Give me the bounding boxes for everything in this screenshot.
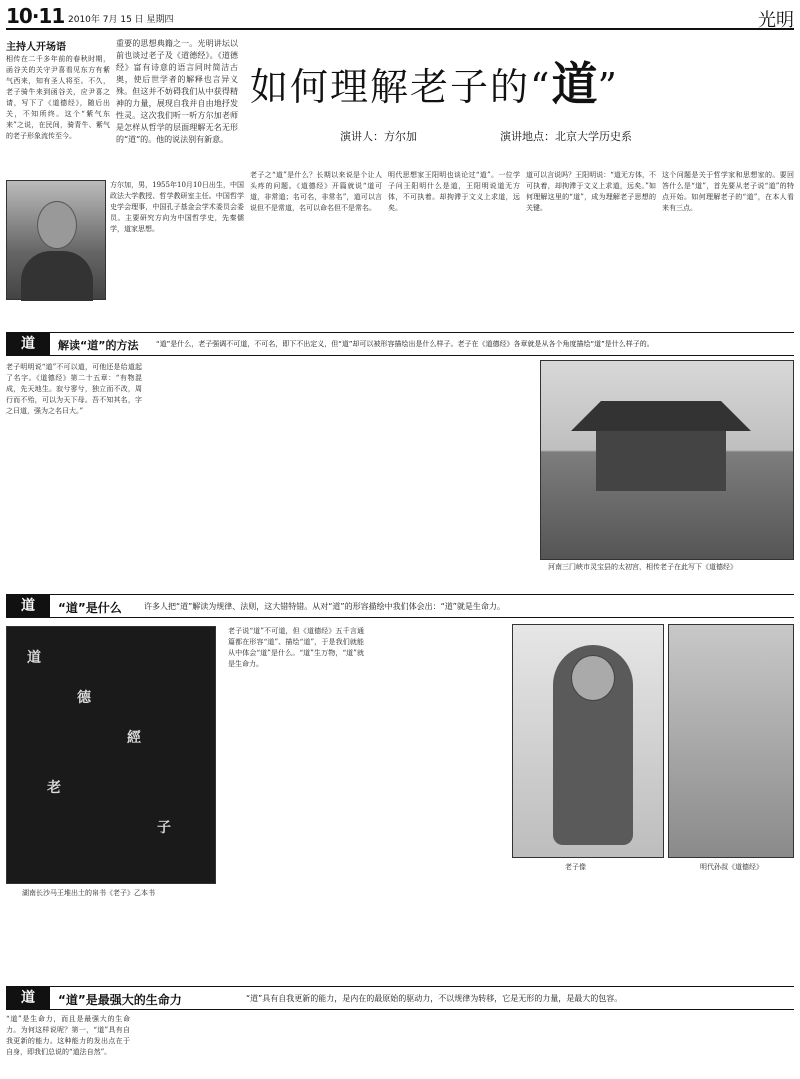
section-bar-what-is-dao (6, 594, 794, 618)
section-bar-method (6, 332, 794, 356)
section2-column-2 (370, 626, 506, 896)
section-title: “道”是什么 (58, 601, 122, 615)
lecturer-byline: 演讲人：方尔加 (340, 130, 417, 143)
section-tag: 道 (6, 595, 50, 617)
top-column-3: 道可以言说吗？王阳明说：“道无方体，不可执着，却拘滞于文义上求道，远矣。”如何理解这里的“道”，成为理解老子思想的关键。 (526, 171, 656, 212)
section2-column-1: 老子说“道”不可道，但《道德经》五千言通篇都在形容“道”、描绘“道”，于是我们就能从中体会“道”是什么。“道”生万物，“道”就是生命力。 (228, 627, 364, 668)
lecturer-bio: 方尔加，男，1955年10月10日出生，中国政法大学教授、哲学教研室主任。中国哲学史学会理事，中国孔子基金会学术委员会委员。主要研究方向为中国哲学史，先秦儒学，道家思想。 (110, 181, 244, 233)
section1-column-1: 老子明明说“道”不可以道，可他还是给道起了名字。《道德经》第二十五章：“有物混成，先天地生。寂兮寥兮，独立而不改，周行而不殆，可以为天下母。吾不知其名，字之曰道，强为之名曰大。” (6, 363, 142, 415)
lecturer-portrait (6, 180, 106, 300)
section2-column-3 (512, 876, 648, 976)
silk-manuscript-image: 道 德 經 老 子 (6, 626, 216, 884)
venue-byline: 演讲地点：北京大学历史系 (500, 130, 632, 143)
temple-photo (540, 360, 794, 560)
laozi-portrait-image (512, 624, 664, 858)
lecture-intro-text: 重要的思想典籍之一。光明讲坛以前也谈过老子及《道德经》。《道德经》富有诗意的语言同时简洁古奥，使后世学者的解释也言异义殊。但这并不妨碍我们从中获得精神的力量，展现自我并自由地抒发性灵。这次我们听一听方尔加老师是怎样从哲学的层面理解无名无形的“道”的。他的说法别有新意。 (116, 39, 238, 144)
section-title: “道”是最强大的生命力 (58, 993, 182, 1007)
section3-column-3 (266, 1014, 390, 1076)
section2-column-4 (654, 876, 794, 976)
section-subtitle: “道”是什么，老子强调不可道，不可名，即下不出定义，但“道”却可以被形容描绘出是什么样子。老子在《道德经》各章就是从各个角度描绘“道”是什么样子的。 (156, 340, 654, 348)
masthead (6, 4, 794, 30)
section1-column-3 (290, 362, 426, 572)
section3-column-6 (662, 1014, 794, 1076)
section3-column-5 (526, 1014, 656, 1076)
host-intro-text: 相传在二千多年前的春秋时期，函谷关的关守尹喜看见东方有紫气西来，知有圣人将至。不久，老子骑牛来到函谷关，应尹喜之请，写下了《道德经》，随后出关，不知所终。这个“紫气东来”之说，在民间，骑青牛、紫气的老子形象流传至今。 (6, 55, 110, 140)
section-bar-strongest-life (6, 986, 794, 1010)
section-tag: 道 (6, 987, 50, 1009)
section1-column-2 (148, 362, 284, 572)
manuscript-caption: 湖南长沙马王堆出土的帛书《老子》乙本书 (22, 889, 155, 897)
top-column-1: 老子之“道”是什么？长期以来说是个让人头疼的问题。《道德经》开篇就说“道可道，非常道；名可名，非常名”，道可以言说但不是常道，名可以命名但不是常名。 (250, 171, 382, 212)
page-headline: 如何理解老子的“道” (250, 57, 619, 111)
newspaper-name: 光明 (758, 10, 794, 31)
section-subtitle: 许多人把“道”解读为规律、法则，这大错特错。从对“道”的形容描绘中我们体会出：“道”就是生命力。 (144, 602, 505, 611)
temple-photo-caption: 河南三门峡市灵宝县的太初宫，相传老子在此写下《道德经》 (548, 563, 737, 571)
laozi-portrait-caption: 老子像 (565, 863, 586, 871)
section-title: 解读“道”的方法 (58, 339, 139, 352)
top-column-4: 这个问题是关于哲学家和思想家的。要回答什么是“道”，首先要从老子说“道”的特点开始。如何理解老子的“道”，在本人看来有三点。 (662, 171, 794, 212)
issue-date: 2010年 7月 15 日 星期四 (68, 15, 174, 25)
section-tag: 道 (6, 333, 50, 355)
top-column-2: 明代思想家王阳明也谈论过“道”。一位学子问王阳明什么是道，王阳明说道无方体，不可执着。却拘滞于文义上求道，远矣。 (388, 171, 520, 212)
section3-column-1: “道”是生命力，而且是最强大的生命力。为何这样说呢？第一，“道”具有自我更新的能力。这种能力的发出点在于自身，即我们总说的“道法自然”。 (6, 1015, 130, 1056)
section3-column-2 (136, 1014, 260, 1076)
page-number: 10·11 (6, 4, 65, 28)
section1-column-4 (432, 362, 532, 572)
sun-shu-painting-image (668, 624, 794, 858)
section3-column-4 (396, 1014, 520, 1076)
section-subtitle: “道”具有自我更新的能力，是内在的最原始的驱动力，不以规律为转移，它是无形的力量，是最大的包容。 (246, 994, 623, 1003)
painting-caption: 明代孙叔《道德经》 (700, 863, 763, 871)
host-intro-title: 主持人开场语 (6, 42, 66, 53)
